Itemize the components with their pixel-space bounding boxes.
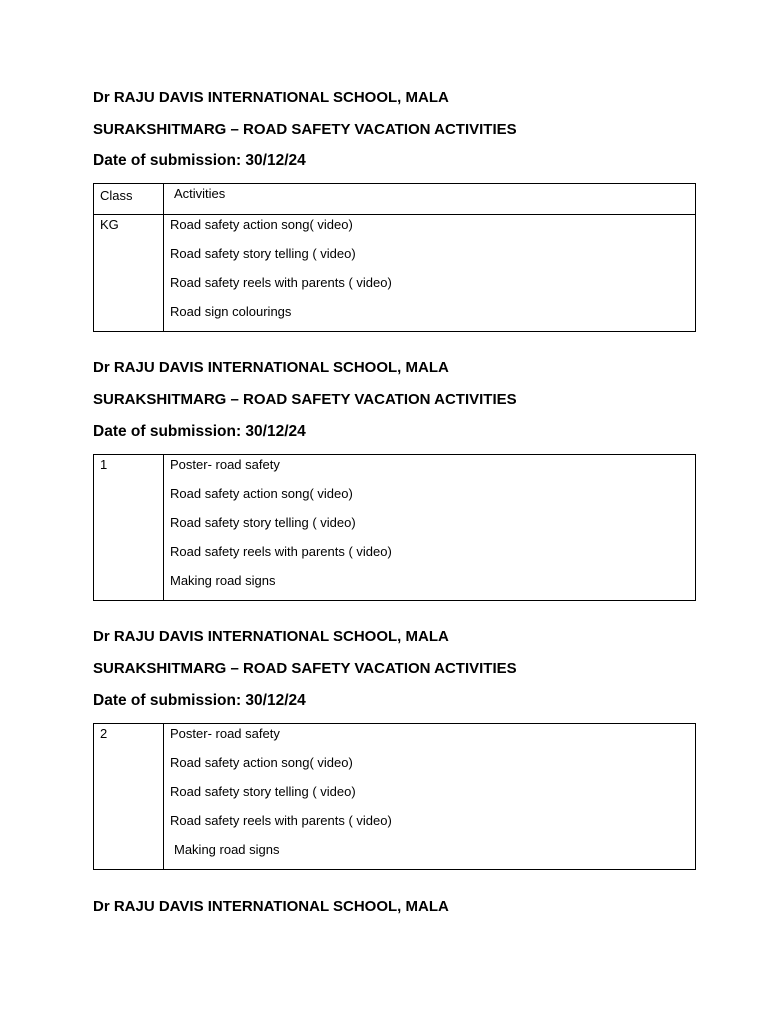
list-item: Road safety reels with parents ( video)	[170, 544, 392, 559]
list-item: Road sign colourings	[170, 304, 292, 319]
activities-cell	[164, 724, 696, 870]
list-item: Road safety action song( video)	[170, 755, 353, 770]
class-label: 2	[100, 726, 108, 741]
list-item: Road safety action song( video)	[170, 486, 353, 501]
activities-cell	[164, 215, 696, 332]
header-class-cell	[94, 184, 164, 215]
school-name-heading: Dr RAJU DAVIS INTERNATIONAL SCHOOL, MALA	[93, 359, 449, 376]
list-item: Poster- road safety	[170, 457, 280, 472]
table-row	[94, 215, 696, 332]
class-label: KG	[100, 217, 119, 232]
activities-table-class-2	[93, 723, 696, 870]
list-item: Road safety reels with parents ( video)	[170, 275, 392, 290]
list-item: Making road signs	[174, 842, 280, 857]
school-name-heading: Dr RAJU DAVIS INTERNATIONAL SCHOOL, MALA	[93, 628, 449, 645]
list-item: Road safety action song( video)	[170, 217, 353, 232]
submission-date: Date of submission: 30/12/24	[93, 423, 306, 440]
class-label: 1	[100, 457, 108, 472]
activities-table-kg	[93, 183, 696, 332]
submission-date: Date of submission: 30/12/24	[93, 692, 306, 709]
activities-title: SURAKSHITMARG – ROAD SAFETY VACATION ACTIVITIES	[93, 121, 517, 138]
list-item: Road safety story telling ( video)	[170, 246, 356, 261]
activities-table-class-1	[93, 454, 696, 601]
list-item: Poster- road safety	[170, 726, 280, 741]
table-row	[94, 724, 696, 870]
list-item: Road safety reels with parents ( video)	[170, 813, 392, 828]
header-activities-cell	[164, 184, 696, 215]
header-activities-label: Activities	[174, 186, 226, 201]
table-row	[94, 455, 696, 601]
class-cell	[94, 215, 164, 332]
school-name-heading: Dr RAJU DAVIS INTERNATIONAL SCHOOL, MALA	[93, 89, 449, 106]
class-cell	[94, 455, 164, 601]
table-header-row	[94, 184, 696, 215]
list-item: Road safety story telling ( video)	[170, 784, 356, 799]
submission-date: Date of submission: 30/12/24	[93, 152, 306, 169]
list-item: Road safety story telling ( video)	[170, 515, 356, 530]
header-class-label: Class	[100, 188, 133, 203]
school-name-heading: Dr RAJU DAVIS INTERNATIONAL SCHOOL, MALA	[93, 898, 449, 915]
list-item: Making road signs	[170, 573, 276, 588]
activities-cell	[164, 455, 696, 601]
activities-title: SURAKSHITMARG – ROAD SAFETY VACATION ACTIVITIES	[93, 391, 517, 408]
class-cell	[94, 724, 164, 870]
activities-title: SURAKSHITMARG – ROAD SAFETY VACATION ACTIVITIES	[93, 660, 517, 677]
